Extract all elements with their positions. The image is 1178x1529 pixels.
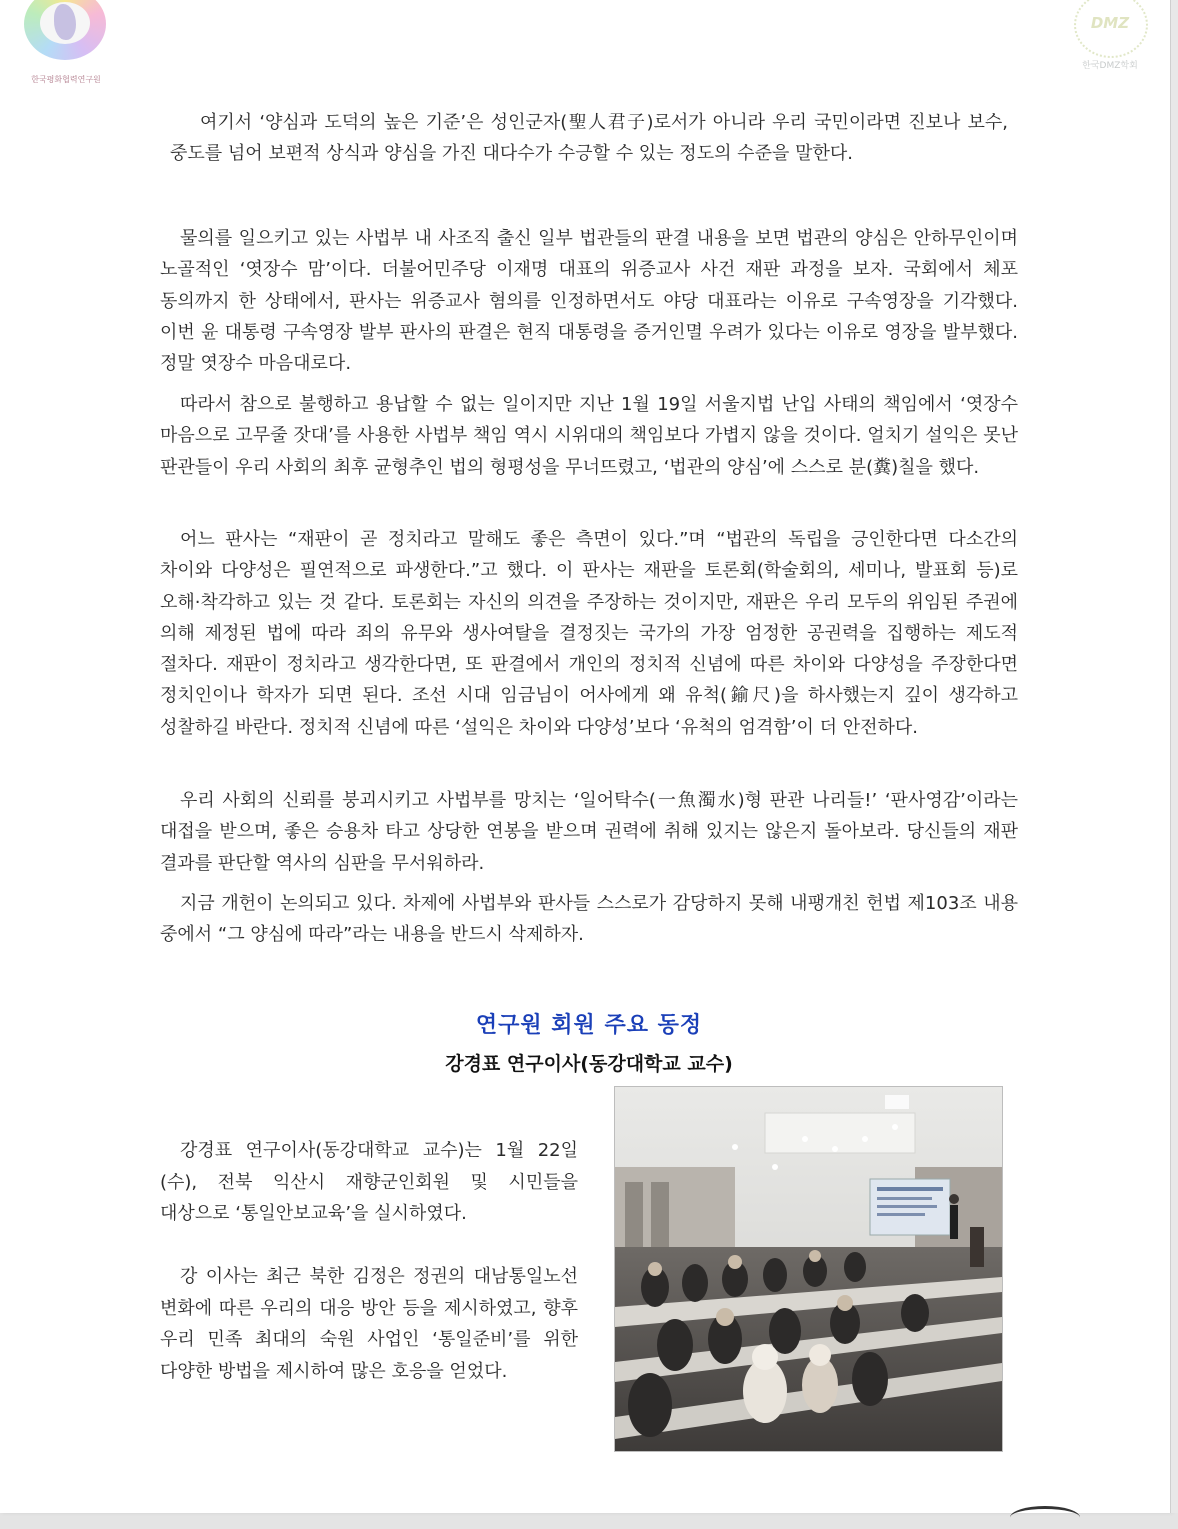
- body-paragraph: 우리 사회의 신뢰를 붕괴시키고 사법부를 망치는 ‘일어탁수(一魚濁水)형 판관 나리들!’ ‘판사영감’이라는 대접을 받으며, 좋은 승용차 타고 상당한 연봉을 받으며 권력에 취해 있지는 않은지 돌아보라. 당신들의 재판 결과를 판단할 역사의 심판을 무서워하라.: [160, 790, 1018, 874]
- lecture-photo: [614, 1086, 1003, 1452]
- body-paragraph: 물의를 일으키고 있는 사법부 내 사조직 출신 일부 법관들의 판결 내용을 보면 법관의 양심은 안하무인이며 노골적인 ‘엿장수 맘’이다. 더불어민주당 이재명 대표의 위증교사 사건 재판 과정을 보자. 국회에서 체포 동의까지 한 상태에서, 판사는 위증교사 혐의를 인정하면서도 야당 대표라는 이유로 구속영장을 기각했다. 이번 윤 대통령 구속영장 발부 판사의 판결은 현직 대통령을 증거인멸 우려가 있다는 이유로 영장을 발부했다. 정말 엿장수 마음대로다.: [160, 228, 1018, 375]
- body-paragraph: 지금 개헌이 논의되고 있다. 차제에 사법부와 판사들 스스로가 감당하지 못해 내팽개친 헌법 제103조 내용 중에서 “그 양심에 따라”라는 내용을 반드시 삭제하자.: [160, 893, 1018, 946]
- section-subtitle: 강경표 연구이사(동강대학교 교수): [445, 1053, 733, 1075]
- dmz-logo-text: 한국DMZ학회: [1082, 61, 1138, 71]
- dmz-logo: [1062, 0, 1158, 76]
- intro-paragraph: 여기서 ‘양심과 도덕의 높은 기준’은 성인군자(聖人君子)로서가 아니라 우리 국민이라면 진보나 보수, 중도를 넘어 보편적 상식과 양심을 가진 대다수가 수긍할 수 있는 정도의 수준을 말한다.: [170, 112, 1008, 165]
- institute-logo: [18, 0, 114, 90]
- news-paragraph: 강 이사는 최근 북한 김정은 정권의 대남통일노선 변화에 따른 우리의 대응 방안 등을 제시하였고, 향후 우리 민족 최대의 숙원 사업인 ‘통일준비’를 위한 다양한 방법을 제시하여 많은 호응을 얻었다.: [160, 1266, 578, 1382]
- lecture-hall-image: [615, 1087, 1002, 1451]
- institute-logo-text: 한국평화협력연구원: [31, 75, 101, 84]
- body-paragraph: 따라서 참으로 불행하고 용납할 수 없는 일이지만 지난 1월 19일 서울지법 난입 사태의 책임에서 ‘엿장수 마음으로 고무줄 잣대’를 사용한 사법부 책임 역시 시위대의 책임보다 가볍지 않을 것이다. 얼치기 설익은 못난 판관들이 우리 사회의 최후 균형추인 법의 형평성을 무너뜨렸고, ‘법관의 양심’에 스스로 분(糞)칠을 했다.: [160, 394, 1018, 478]
- vertical-scrollbar[interactable]: [1171, 0, 1178, 1513]
- dmz-logo-mark: DMZ: [1090, 14, 1130, 32]
- body-paragraph: 어느 판사는 “재판이 곧 정치라고 말해도 좋은 측면이 있다.”며 “법관의 독립을 긍인한다면 다소간의 차이와 다양성은 필연적으로 파생한다.”고 했다. 이 판사는 재판을 토론회(학술회의, 세미나, 발표회 등)로 오해·착각하고 있는 것 같다. 토론회는 자신의 의견을 주장하는 것이지만, 재판은 우리 모두의 위임된 주권에 의해 제정된 법에 따라 죄의 유무와 생사여탈을 결정짓는 국가의 가장 엄정한 공권력을 집행하는 제도적 절차다. 재판이 정치라고 생각한다면, 또 판결에서 개인의 정치적 신념에 따른 차이와 다양성을 주장한다면 정치인이나 학자가 되면 된다. 조선 시대 임금님이 어사에게 왜 유척(鍮尺)을 하사했는지 깊이 생각하고 성찰하길 바란다. 정치적 신념에 따른 ‘설익은 차이와 다양성’보다 ‘유척의 엄격함’이 더 안전하다.: [160, 529, 1018, 738]
- section-title: 연구원 회원 주요 동정: [475, 1013, 703, 1038]
- news-paragraph: 강경표 연구이사(동강대학교 교수)는 1월 22일(수), 전북 익산시 재향군인회원 및 시민들을 대상으로 ‘통일안보교육’을 실시하였다.: [160, 1140, 578, 1224]
- page-corner-decoration: [1010, 1506, 1080, 1529]
